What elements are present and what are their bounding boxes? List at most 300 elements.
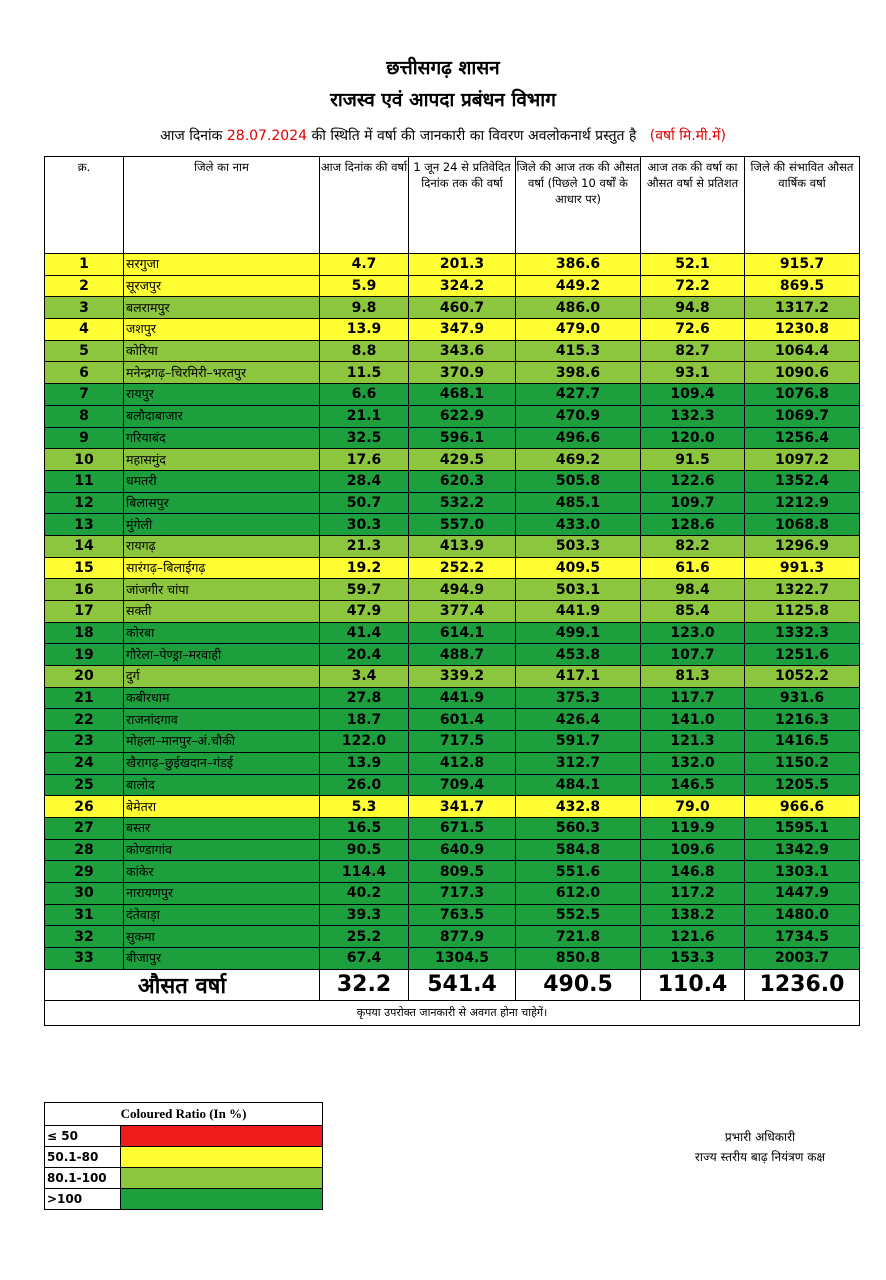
percent-of-average: 85.4 [641, 601, 745, 623]
percent-of-average: 128.6 [641, 514, 745, 536]
annual-average: 915.7 [745, 254, 860, 276]
average-to-date: 486.0 [516, 297, 641, 319]
row-serial: 26 [45, 796, 124, 818]
district-name: गौरेला–पेण्ड्रा–मरवाही [124, 644, 320, 666]
today-rainfall: 13.9 [320, 319, 409, 341]
average-to-date: 505.8 [516, 470, 641, 492]
district-name: नारायणपुर [124, 882, 320, 904]
today-rainfall: 114.4 [320, 861, 409, 883]
table-row [45, 709, 860, 731]
column-header-today: आज दिनांक की वर्षा [320, 157, 409, 254]
district-name: खैरागढ़–छुईखदान–गंडई [124, 752, 320, 774]
percent-of-average: 72.2 [641, 275, 745, 297]
district-name: बलौदाबाजार [124, 405, 320, 427]
column-header-annual: जिले की संभावित औसत वार्षिक वर्षा [745, 157, 860, 254]
rainfall-since-june: 201.3 [409, 254, 516, 276]
today-rainfall: 28.4 [320, 470, 409, 492]
column-header-average: जिले की आज तक की औसत वर्षा (पिछले 10 वर्षों के आधार पर) [516, 157, 641, 254]
percent-of-average: 81.3 [641, 666, 745, 688]
percent-of-average: 72.6 [641, 319, 745, 341]
today-rainfall: 41.4 [320, 622, 409, 644]
row-serial: 22 [45, 709, 124, 731]
row-serial: 29 [45, 861, 124, 883]
department-title: राजस्व एवं आपदा प्रबंधन विभाग [330, 89, 556, 111]
district-name: महासमुंद [124, 449, 320, 471]
rainfall-since-june: 468.1 [409, 384, 516, 406]
district-name: मुंगेली [124, 514, 320, 536]
percent-of-average: 82.2 [641, 535, 745, 557]
average-to-date: 850.8 [516, 948, 641, 970]
row-serial: 7 [45, 384, 124, 406]
row-serial: 23 [45, 731, 124, 753]
legend-row [45, 1126, 323, 1147]
legend-swatch [121, 1147, 323, 1168]
district-name: सारंगढ़–बिलाईगढ़ [124, 557, 320, 579]
table-row [45, 687, 860, 709]
percent-of-average: 122.6 [641, 470, 745, 492]
annual-average: 1216.3 [745, 709, 860, 731]
district-name: बेमेतरा [124, 796, 320, 818]
table-row [45, 405, 860, 427]
district-name: सरगुजा [124, 254, 320, 276]
legend-header-row [45, 1103, 323, 1126]
district-name: कोण्डागांव [124, 839, 320, 861]
table-row [45, 904, 860, 926]
rainfall-since-june: 622.9 [409, 405, 516, 427]
percent-of-average: 121.6 [641, 926, 745, 948]
district-name: जशपुर [124, 319, 320, 341]
row-serial: 13 [45, 514, 124, 536]
row-serial: 11 [45, 470, 124, 492]
average-to-date: 433.0 [516, 514, 641, 536]
row-serial: 5 [45, 340, 124, 362]
row-serial: 2 [45, 275, 124, 297]
row-serial: 32 [45, 926, 124, 948]
district-name: बालोद [124, 774, 320, 796]
rainfall-since-june: 252.2 [409, 557, 516, 579]
district-name: कोरबा [124, 622, 320, 644]
unit-label: (वर्षा मि.मी.में) [649, 128, 726, 144]
today-rainfall: 40.2 [320, 882, 409, 904]
row-serial: 27 [45, 817, 124, 839]
legend-row [45, 1189, 323, 1210]
note-row [45, 1000, 860, 1025]
row-serial: 14 [45, 535, 124, 557]
percent-of-average: 93.1 [641, 362, 745, 384]
column-header-percent: आज तक की वर्षा का औसत वर्षा से प्रतिशत [641, 157, 745, 254]
average-to-date: 612.0 [516, 882, 641, 904]
today-rainfall: 50.7 [320, 492, 409, 514]
rainfall-since-june: 640.9 [409, 839, 516, 861]
average-to-date: 499.1 [516, 622, 641, 644]
average-since: 541.4 [409, 969, 516, 1000]
average-to-date: 427.7 [516, 384, 641, 406]
rainfall-since-june: 460.7 [409, 297, 516, 319]
table-row [45, 796, 860, 818]
rainfall-since-june: 412.8 [409, 752, 516, 774]
row-serial: 28 [45, 839, 124, 861]
rainfall-since-june: 557.0 [409, 514, 516, 536]
government-title: छत्तीसगढ़ शासन [386, 57, 500, 79]
rainfall-since-june: 413.9 [409, 535, 516, 557]
average-to-date: 485.1 [516, 492, 641, 514]
today-rainfall: 25.2 [320, 926, 409, 948]
annual-average: 1352.4 [745, 470, 860, 492]
table-row [45, 384, 860, 406]
today-rainfall: 13.9 [320, 752, 409, 774]
legend-swatch [121, 1168, 323, 1189]
today-rainfall: 90.5 [320, 839, 409, 861]
rainfall-since-june: 377.4 [409, 601, 516, 623]
today-rainfall: 20.4 [320, 644, 409, 666]
today-rainfall: 4.7 [320, 254, 409, 276]
annual-average: 991.3 [745, 557, 860, 579]
table-row [45, 362, 860, 384]
rainfall-since-june: 614.1 [409, 622, 516, 644]
today-rainfall: 18.7 [320, 709, 409, 731]
district-name: सुकमा [124, 926, 320, 948]
district-name: दुर्ग [124, 666, 320, 688]
column-header-since-june: 1 जून 24 से प्रतिवेदित दिनांक तक की वर्षा [409, 157, 516, 254]
average-to-date: 469.2 [516, 449, 641, 471]
district-name: धमतरी [124, 470, 320, 492]
annual-average: 1069.7 [745, 405, 860, 427]
annual-average: 966.6 [745, 796, 860, 818]
average-to-date: 386.6 [516, 254, 641, 276]
percent-of-average: 107.7 [641, 644, 745, 666]
today-rainfall: 39.3 [320, 904, 409, 926]
table-row [45, 470, 860, 492]
table-row [45, 535, 860, 557]
average-to-date: 470.9 [516, 405, 641, 427]
row-serial: 9 [45, 427, 124, 449]
legend-label: 80.1-100 [45, 1168, 121, 1189]
table-row [45, 926, 860, 948]
average-to-date: 479.0 [516, 319, 641, 341]
annual-average: 931.6 [745, 687, 860, 709]
annual-average: 1447.9 [745, 882, 860, 904]
table-row [45, 774, 860, 796]
row-serial: 18 [45, 622, 124, 644]
row-serial: 31 [45, 904, 124, 926]
annual-average: 1734.5 [745, 926, 860, 948]
average-to-date: 375.3 [516, 687, 641, 709]
rainfall-since-june: 324.2 [409, 275, 516, 297]
annual-average: 1076.8 [745, 384, 860, 406]
intro-after-date: की स्थिति में वर्षा की जानकारी का विवरण अवलोकनार्थ प्रस्तुत है [311, 128, 637, 144]
table-row [45, 340, 860, 362]
rainfall-since-june: 596.1 [409, 427, 516, 449]
rainfall-since-june: 717.3 [409, 882, 516, 904]
today-rainfall: 21.3 [320, 535, 409, 557]
rainfall-since-june: 809.5 [409, 861, 516, 883]
district-name: कांकेर [124, 861, 320, 883]
table-row [45, 882, 860, 904]
rainfall-since-june: 620.3 [409, 470, 516, 492]
today-rainfall: 3.4 [320, 666, 409, 688]
today-rainfall: 11.5 [320, 362, 409, 384]
average-to-date: 426.4 [516, 709, 641, 731]
rainfall-since-june: 488.7 [409, 644, 516, 666]
district-name: सूरजपुर [124, 275, 320, 297]
average-to-date: 453.8 [516, 644, 641, 666]
percent-of-average: 146.8 [641, 861, 745, 883]
row-serial: 21 [45, 687, 124, 709]
rainfall-since-june: 1304.5 [409, 948, 516, 970]
average-label: औसत वर्षा [45, 969, 320, 1000]
table-row [45, 319, 860, 341]
percent-of-average: 123.0 [641, 622, 745, 644]
row-serial: 12 [45, 492, 124, 514]
district-name: बीजापुर [124, 948, 320, 970]
table-row [45, 644, 860, 666]
percent-of-average: 98.4 [641, 579, 745, 601]
table-row [45, 839, 860, 861]
column-header-district: जिले का नाम [124, 157, 320, 254]
row-serial: 20 [45, 666, 124, 688]
annual-average: 1090.6 [745, 362, 860, 384]
row-serial: 19 [45, 644, 124, 666]
percent-of-average: 91.5 [641, 449, 745, 471]
average-to-date: 496.6 [516, 427, 641, 449]
row-serial: 30 [45, 882, 124, 904]
average-to-date: 721.8 [516, 926, 641, 948]
row-serial: 8 [45, 405, 124, 427]
table-row [45, 492, 860, 514]
table-row [45, 817, 860, 839]
table-row [45, 861, 860, 883]
average-to-date: 409.5 [516, 557, 641, 579]
table-row [45, 557, 860, 579]
district-name: मनेन्द्रगढ़–चिरमिरी–भरतपुर [124, 362, 320, 384]
district-name: गरियाबंद [124, 427, 320, 449]
average-today: 32.2 [320, 969, 409, 1000]
today-rainfall: 16.5 [320, 817, 409, 839]
annual-average: 1097.2 [745, 449, 860, 471]
percent-of-average: 109.7 [641, 492, 745, 514]
today-rainfall: 30.3 [320, 514, 409, 536]
table-row [45, 752, 860, 774]
average-to-date: 591.7 [516, 731, 641, 753]
today-rainfall: 5.3 [320, 796, 409, 818]
today-rainfall: 6.6 [320, 384, 409, 406]
legend-swatch [121, 1126, 323, 1147]
district-name: बिलासपुर [124, 492, 320, 514]
percent-of-average: 82.7 [641, 340, 745, 362]
percent-of-average: 109.4 [641, 384, 745, 406]
legend-swatch [121, 1189, 323, 1210]
row-serial: 3 [45, 297, 124, 319]
table-row [45, 514, 860, 536]
percent-of-average: 117.7 [641, 687, 745, 709]
legend-label: ≤ 50 [45, 1126, 121, 1147]
column-header-serial: क्र. [45, 157, 124, 254]
district-name: रायपुर [124, 384, 320, 406]
percent-of-average: 61.6 [641, 557, 745, 579]
row-serial: 6 [45, 362, 124, 384]
average-to-date: 312.7 [516, 752, 641, 774]
annual-average: 1125.8 [745, 601, 860, 623]
rainfall-since-june: 343.6 [409, 340, 516, 362]
table-row [45, 254, 860, 276]
rainfall-since-june: 347.9 [409, 319, 516, 341]
district-name: मोहला–मानपुर–अं.चौकी [124, 731, 320, 753]
today-rainfall: 9.8 [320, 297, 409, 319]
today-rainfall: 27.8 [320, 687, 409, 709]
district-name: बलरामपुर [124, 297, 320, 319]
legend-row [45, 1147, 323, 1168]
annual-average: 1052.2 [745, 666, 860, 688]
legend-label: 50.1-80 [45, 1147, 121, 1168]
district-name: जांजगीर चांपा [124, 579, 320, 601]
average-to-date: 560.3 [516, 817, 641, 839]
rainfall-table [44, 156, 860, 1026]
annual-average: 1205.5 [745, 774, 860, 796]
annual-average: 1595.1 [745, 817, 860, 839]
annual-average: 1416.5 [745, 731, 860, 753]
annual-average: 1251.6 [745, 644, 860, 666]
percent-of-average: 132.0 [641, 752, 745, 774]
percent-of-average: 120.0 [641, 427, 745, 449]
percent-of-average: 141.0 [641, 709, 745, 731]
annual-average: 1332.3 [745, 622, 860, 644]
annual-average: 2003.7 [745, 948, 860, 970]
district-name: सक्ती [124, 601, 320, 623]
table-row [45, 948, 860, 970]
row-serial: 25 [45, 774, 124, 796]
average-row [45, 969, 860, 1000]
average-to-date: 415.3 [516, 340, 641, 362]
legend-row [45, 1168, 323, 1189]
note-text: कृपया उपरोक्त जानकारी से अवगत होना चाहेगें। [45, 1000, 860, 1025]
percent-of-average: 117.2 [641, 882, 745, 904]
annual-average: 869.5 [745, 275, 860, 297]
table-row [45, 601, 860, 623]
annual-average: 1317.2 [745, 297, 860, 319]
table-row [45, 275, 860, 297]
today-rainfall: 47.9 [320, 601, 409, 623]
percent-of-average: 121.3 [641, 731, 745, 753]
annual-average: 1322.7 [745, 579, 860, 601]
annual-average: 1150.2 [745, 752, 860, 774]
rainfall-since-june: 339.2 [409, 666, 516, 688]
row-serial: 4 [45, 319, 124, 341]
average-to-date: 503.1 [516, 579, 641, 601]
legend-title: Coloured Ratio (In %) [45, 1103, 323, 1126]
district-name: कोरिया [124, 340, 320, 362]
table-row [45, 297, 860, 319]
average-to-date: 552.5 [516, 904, 641, 926]
rainfall-since-june: 763.5 [409, 904, 516, 926]
average-to-date: 503.3 [516, 535, 641, 557]
rainfall-since-june: 877.9 [409, 926, 516, 948]
today-rainfall: 19.2 [320, 557, 409, 579]
percent-of-average: 153.3 [641, 948, 745, 970]
district-name: राजनांदगाव [124, 709, 320, 731]
average-to-date: 449.2 [516, 275, 641, 297]
annual-average: 1230.8 [745, 319, 860, 341]
today-rainfall: 21.1 [320, 405, 409, 427]
table-row [45, 731, 860, 753]
table-row [45, 579, 860, 601]
percent-of-average: 132.3 [641, 405, 745, 427]
annual-average: 1068.8 [745, 514, 860, 536]
annual-average: 1064.4 [745, 340, 860, 362]
average-pct: 110.4 [641, 969, 745, 1000]
average-to-date: 432.8 [516, 796, 641, 818]
today-rainfall: 26.0 [320, 774, 409, 796]
district-name: दंतेवाड़ा [124, 904, 320, 926]
rainfall-since-june: 671.5 [409, 817, 516, 839]
rainfall-since-june: 494.9 [409, 579, 516, 601]
average-avg: 490.5 [516, 969, 641, 1000]
today-rainfall: 17.6 [320, 449, 409, 471]
rainfall-since-june: 441.9 [409, 687, 516, 709]
today-rainfall: 5.9 [320, 275, 409, 297]
table-row [45, 427, 860, 449]
rainfall-since-june: 717.5 [409, 731, 516, 753]
district-name: बस्तर [124, 817, 320, 839]
row-serial: 17 [45, 601, 124, 623]
rainfall-since-june: 370.9 [409, 362, 516, 384]
row-serial: 15 [45, 557, 124, 579]
today-rainfall: 122.0 [320, 731, 409, 753]
annual-average: 1256.4 [745, 427, 860, 449]
percent-of-average: 138.2 [641, 904, 745, 926]
today-rainfall: 8.8 [320, 340, 409, 362]
rainfall-since-june: 709.4 [409, 774, 516, 796]
average-to-date: 551.6 [516, 861, 641, 883]
row-serial: 10 [45, 449, 124, 471]
annual-average: 1480.0 [745, 904, 860, 926]
rainfall-since-june: 601.4 [409, 709, 516, 731]
table-header-row [45, 157, 860, 254]
table-row [45, 449, 860, 471]
rainfall-since-june: 341.7 [409, 796, 516, 818]
annual-average: 1342.9 [745, 839, 860, 861]
percent-of-average: 109.6 [641, 839, 745, 861]
intro-before-date: आज दिनांक [160, 128, 223, 144]
average-to-date: 417.1 [516, 666, 641, 688]
rainfall-since-june: 429.5 [409, 449, 516, 471]
annual-average: 1303.1 [745, 861, 860, 883]
district-name: कबीरधाम [124, 687, 320, 709]
average-annual: 1236.0 [745, 969, 860, 1000]
average-to-date: 484.1 [516, 774, 641, 796]
today-rainfall: 32.5 [320, 427, 409, 449]
row-serial: 16 [45, 579, 124, 601]
annual-average: 1212.9 [745, 492, 860, 514]
rainfall-since-june: 532.2 [409, 492, 516, 514]
colour-legend [44, 1102, 323, 1210]
average-to-date: 398.6 [516, 362, 641, 384]
average-to-date: 441.9 [516, 601, 641, 623]
average-to-date: 584.8 [516, 839, 641, 861]
today-rainfall: 67.4 [320, 948, 409, 970]
legend-label: >100 [45, 1189, 121, 1210]
row-serial: 24 [45, 752, 124, 774]
table-row [45, 622, 860, 644]
row-serial: 33 [45, 948, 124, 970]
percent-of-average: 52.1 [641, 254, 745, 276]
district-name: रायगढ़ [124, 535, 320, 557]
percent-of-average: 146.5 [641, 774, 745, 796]
signature-office: राज्य स्तरीय बाढ़ नियंत्रण कक्ष [694, 1150, 826, 1164]
row-serial: 1 [45, 254, 124, 276]
today-rainfall: 59.7 [320, 579, 409, 601]
percent-of-average: 119.9 [641, 817, 745, 839]
report-date: 28.07.2024 [226, 128, 308, 144]
